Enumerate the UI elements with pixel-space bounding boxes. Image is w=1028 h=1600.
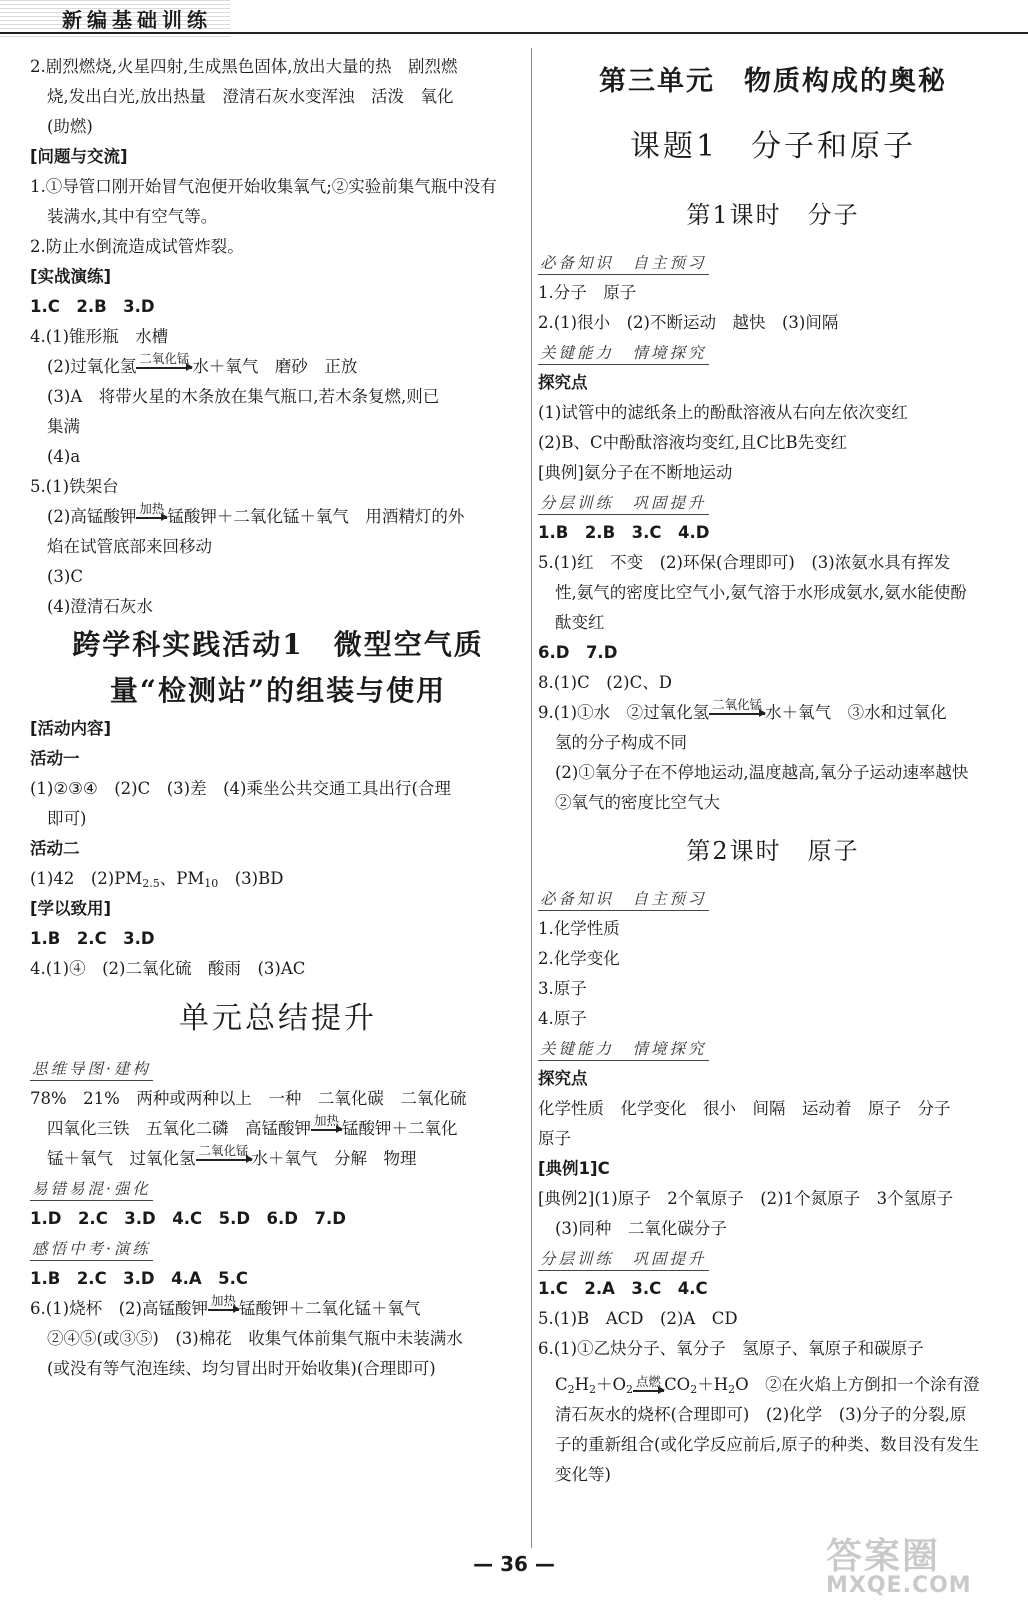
section-tag: 关键能力 情境探究 — [538, 342, 709, 365]
label-row — [30, 1054, 526, 1084]
answer-line: [典例1]C — [538, 1159, 610, 1178]
equation-line — [30, 1294, 526, 1324]
answer-line: [典例]氨分子在不断地运动 — [538, 463, 733, 482]
eq-text: 水＋氧气 磨砂 正放 — [192, 357, 358, 376]
subscript: 2 — [626, 1383, 634, 1396]
answer-line: 变化等) — [555, 1465, 611, 1484]
answer-line: 5.(1)铁架台 — [30, 477, 119, 496]
subsection-label: 活动一 — [30, 749, 80, 768]
eq-text: (2)高锰酸钾 — [47, 507, 137, 526]
reaction-condition: 二氧化锰 — [198, 1143, 249, 1158]
answer-line: 2.化学变化 — [538, 949, 620, 968]
answer-line: 5.(1)B ACD (2)A CD — [538, 1309, 738, 1328]
watermark-url: MXQE.COM — [826, 1573, 972, 1598]
label-row — [538, 488, 1008, 518]
label-row — [30, 1174, 526, 1204]
equation-line — [30, 502, 526, 532]
answer-line: (1)②③④ (2)C (3)差 (4)乘坐公共交通工具出行(合理 — [30, 779, 451, 798]
text-part: (1)42 (2)PM — [30, 869, 143, 888]
answer-line: 1.C 2.B 3.D — [30, 297, 155, 316]
equation-line — [538, 1370, 1008, 1400]
answer-line: 2.剧烈燃烧,火星四射,生成黑色固体,放出大量的热 剧烈燃 — [30, 57, 458, 76]
answer-line: 5.(1)红 不变 (2)环保(合理即可) (3)浓氨水具有挥发 — [538, 553, 951, 572]
equation-line — [538, 698, 1008, 728]
left-column — [30, 52, 526, 1384]
unit-heading: 第三单元 物质构成的奥秘 — [599, 66, 947, 97]
section-tag: 关键能力 情境探究 — [538, 1038, 709, 1061]
answer-line: 1.化学性质 — [538, 919, 620, 938]
answer-line: 烧,发出白光,放出热量 澄清石灰水变浑浊 活泼 氧化 — [47, 87, 454, 106]
text-part: CO — [664, 1375, 691, 1394]
reaction-arrow — [196, 1144, 252, 1174]
section-label: [问题与交流] — [30, 147, 128, 166]
text-part: (3)BD — [218, 869, 284, 888]
equation-line — [30, 1114, 526, 1144]
answer-line: 1.B 2.B 3.C 4.D — [538, 523, 710, 542]
subscript: 10 — [204, 877, 219, 890]
label-row — [538, 248, 1008, 278]
answer-line: (4)a — [47, 447, 81, 466]
answer-line: (1)试管中的滤纸条上的酚酞溶液从右向左依次变红 — [538, 403, 908, 422]
reaction-condition: 点燃 — [636, 1374, 662, 1389]
lesson-heading: 第2课时 原子 — [686, 837, 860, 865]
header-rule — [0, 32, 1028, 34]
eq-text: (2)过氧化氢 — [47, 357, 137, 376]
section-tag: 必备知识 自主预习 — [538, 888, 709, 911]
subscript: 2.5 — [142, 877, 160, 890]
subsection-label: 探究点 — [538, 1069, 588, 1088]
answer-line: 1.B 2.C 3.D — [30, 929, 155, 948]
text-part: 、PM — [159, 869, 205, 888]
watermark-logo — [826, 1528, 1016, 1598]
answer-line: 6.(1)①乙炔分子、氧分子 氢原子、氧原子和碳原子 — [538, 1339, 924, 1358]
text-part: C — [555, 1375, 568, 1394]
answer-line: 1.分子 原子 — [538, 283, 637, 302]
answer-line: 子的重新组合(或化学反应前后,原子的种类、数目没有发生 — [555, 1435, 980, 1454]
answer-line: 3.原子 — [538, 979, 587, 998]
eq-text: 锰酸钾＋二氧化锰＋氧气 用酒精灯的外 — [167, 507, 465, 526]
label-row — [30, 1234, 526, 1264]
reaction-arrow — [311, 1114, 342, 1144]
answer-line: 4.原子 — [538, 1009, 587, 1028]
column-divider — [531, 48, 532, 1548]
answer-line: 酞变红 — [555, 613, 605, 632]
eq-text: 锰＋氧气 过氧化氢 — [47, 1149, 196, 1168]
eq-text: 锰酸钾＋二氧化锰＋氧气 — [239, 1299, 421, 1318]
answer-line: 4.(1)④ (2)二氧化硫 酸雨 (3)AC — [30, 959, 306, 978]
book-title: 新编基础训练 — [62, 8, 212, 32]
answer-line: 即可) — [47, 809, 87, 828]
answer-line — [30, 864, 526, 894]
answer-line: [典例2](1)原子 2个氧原子 (2)1个氮原子 3个氢原子 — [538, 1189, 954, 1208]
label-row — [538, 884, 1008, 914]
text-part: ＋H — [697, 1375, 729, 1394]
activity-heading: 跨学科实践活动1 微型空气质 — [72, 628, 484, 661]
answer-line: 清石灰水的烧杯(合理即可) (2)化学 (3)分子的分裂,原 — [555, 1405, 967, 1424]
right-column — [538, 52, 1008, 1490]
answer-line: (3)C — [47, 567, 83, 586]
answer-line: 78% 21% 两种或两种以上 一种 二氧化碳 二氧化硫 — [30, 1089, 467, 1108]
answer-line: 焰在试管底部来回移动 — [47, 537, 212, 556]
answer-line: 原子 — [538, 1129, 571, 1148]
subsection-label: 活动二 — [30, 839, 80, 858]
text-part: H — [574, 1375, 590, 1394]
subscript: 2 — [690, 1383, 698, 1396]
subscript: 2 — [567, 1383, 575, 1396]
label-row — [538, 338, 1008, 368]
answer-line: (2)①氧分子在不停地运动,温度越高,氧分子运动速率越快 — [555, 763, 969, 782]
answer-line: 1.C 2.A 3.C 4.C — [538, 1279, 708, 1298]
text-part: O ②在火焰上方倒扣一个涂有澄 — [735, 1375, 980, 1394]
eq-text: 6.(1)烧杯 (2)高锰酸钾 — [30, 1299, 208, 1318]
label-row — [538, 1034, 1008, 1064]
answer-line: 1.D 2.C 3.D 4.C 5.D 6.D 7.D — [30, 1209, 346, 1228]
answer-line: (或没有等气泡连续、均匀冒出时开始收集)(合理即可) — [47, 1359, 436, 1378]
section-tag: 分层训练 巩固提升 — [538, 1248, 709, 1271]
reaction-arrow — [709, 698, 765, 728]
answer-line: 性,氨气的密度比空气小,氨气溶于水形成氨水,氨水能使酚 — [555, 583, 967, 602]
page-header — [0, 0, 1028, 40]
section-label: [实战演练] — [30, 267, 112, 286]
answer-line: ②氧气的密度比空气大 — [555, 793, 720, 812]
watermark-text: 答案圈 — [826, 1536, 941, 1577]
answer-line: 化学性质 化学变化 很小 间隔 运动着 原子 分子 — [538, 1099, 951, 1118]
reaction-arrow — [136, 352, 192, 382]
subscript: 2 — [728, 1383, 736, 1396]
subscript: 2 — [589, 1383, 597, 1396]
answer-line: (3)同种 二氧化碳分子 — [555, 1219, 727, 1238]
eq-text: 锰酸钾＋二氧化 — [342, 1119, 458, 1138]
eq-text: 9.(1)①水 ②过氧化氢 — [538, 703, 710, 722]
answer-line: 8.(1)C (2)C、D — [538, 673, 672, 692]
reaction-arrow — [208, 1294, 239, 1324]
equation-line — [30, 352, 526, 382]
section-label: [活动内容] — [30, 719, 112, 738]
reaction-condition: 加热 — [139, 501, 165, 516]
reaction-condition: 加热 — [314, 1113, 340, 1128]
answer-line: 1.①导管口刚开始冒气泡便开始收集氧气;②实验前集气瓶中没有 — [30, 177, 497, 196]
reaction-condition: 加热 — [211, 1293, 237, 1308]
label-row — [538, 1244, 1008, 1274]
unit-summary-heading: 单元总结提升 — [179, 1001, 377, 1036]
answer-line: (助燃) — [47, 117, 93, 136]
reaction-arrow — [633, 1375, 664, 1405]
section-label: [学以致用] — [30, 899, 112, 918]
section-tag: 易错易混·强化 — [30, 1178, 153, 1201]
lesson-heading: 第1课时 分子 — [686, 201, 860, 229]
answer-line: 6.D 7.D — [538, 643, 618, 662]
answer-line: (3)A 将带火星的木条放在集气瓶口,若木条复燃,则已 — [47, 387, 440, 406]
reaction-condition: 二氧化锰 — [712, 697, 763, 712]
reaction-condition: 二氧化锰 — [139, 351, 190, 366]
eq-text: 四氧化三铁 五氧化二磷 高锰酸钾 — [47, 1119, 311, 1138]
section-tag: 必备知识 自主预习 — [538, 252, 709, 275]
section-tag: 感悟中考·演练 — [30, 1238, 153, 1261]
answer-line: (4)澄清石灰水 — [47, 597, 153, 616]
section-tag: 思维导图·建构 — [30, 1058, 153, 1081]
subsection-label: 探究点 — [538, 373, 588, 392]
activity-heading: 量“检测站”的组装与使用 — [109, 674, 447, 707]
answer-line: 1.B 2.C 3.D 4.A 5.C — [30, 1269, 249, 1288]
answer-line: 4.(1)锥形瓶 水槽 — [30, 327, 169, 346]
answer-line: 2.防止水倒流造成试管炸裂。 — [30, 237, 244, 256]
answer-line: 集满 — [47, 417, 80, 436]
text-part: ＋O — [596, 1375, 627, 1394]
section-tag: 分层训练 巩固提升 — [538, 492, 709, 515]
answer-line: 氢的分子构成不同 — [555, 733, 687, 752]
answer-line: ②④⑤(或③⑤) (3)棉花 收集气体前集气瓶中未装满水 — [47, 1329, 463, 1348]
eq-text: 水＋氧气 ③水和过氧化 — [765, 703, 947, 722]
equation-line — [30, 1144, 526, 1174]
answer-line: 2.(1)很小 (2)不断运动 越快 (3)间隔 — [538, 313, 839, 332]
answer-line: 装满水,其中有空气等。 — [47, 207, 218, 226]
answer-line: (2)B、C中酚酞溶液均变红,且C比B先变红 — [538, 433, 848, 452]
page-number: — 36 — — [473, 1552, 555, 1576]
eq-text: 水＋氧气 分解 物理 — [251, 1149, 417, 1168]
reaction-arrow — [136, 502, 167, 532]
topic-heading: 课题1 分子和原子 — [629, 129, 917, 164]
